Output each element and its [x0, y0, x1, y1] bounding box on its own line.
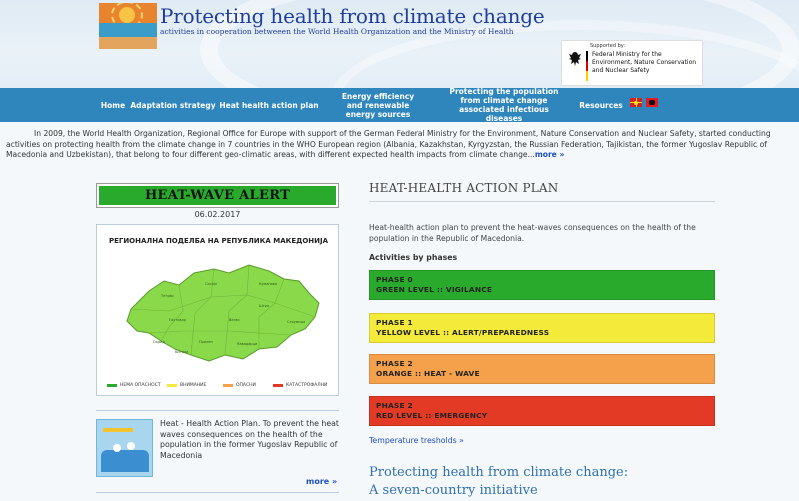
sponsor-name: Federal Ministry for the Environment, Nature Conservation and Nuclear Safety	[592, 51, 697, 74]
site-header	[0, 0, 799, 88]
legend-item: КАТАСТРОФАЛНИ	[273, 381, 327, 389]
sponsor-logo[interactable]	[561, 40, 703, 86]
albanian-flag-icon[interactable]	[646, 98, 658, 107]
svg-text:Битола: Битола	[175, 350, 189, 354]
phase-2-orange-button[interactable]: PHASE 2 ORANGE :: HEAT - WAVE	[369, 354, 715, 384]
initiative-title[interactable]: Protecting health from climate change: A seven-country initiative	[369, 465, 629, 498]
temperature-thresholds-link[interactable]: Temperature tresholds »	[369, 436, 464, 445]
nav-item-adaptation-strategy[interactable]: Adaptation strategy	[130, 100, 216, 110]
macedonian-flag-icon[interactable]	[630, 98, 642, 107]
svg-text:Струмица: Струмица	[287, 320, 306, 324]
svg-text:Тетово: Тетово	[161, 294, 174, 298]
heat-wave-alert-box[interactable]	[96, 183, 339, 208]
main-navigation	[0, 88, 799, 122]
legend-item: НЕМА ОПАСНОСТ	[107, 381, 161, 389]
divider	[96, 410, 339, 411]
divider	[96, 492, 339, 493]
site-subtitle: activities in cooperation betweeen the World Health Organization and the Ministry of Health	[160, 27, 514, 36]
svg-text:Куманово: Куманово	[259, 282, 277, 286]
action-plan-cover-image[interactable]	[96, 419, 153, 477]
macedonia-map	[109, 251, 331, 371]
action-plan-summary: Heat - Health Action Plan. To prevent the heat waves consequences on the health of the population in the former Yugoslav Republic of Macedonia	[160, 419, 339, 460]
site-title[interactable]: Protecting health from climate change	[160, 4, 545, 28]
svg-text:Охрид: Охрид	[153, 340, 165, 344]
intro-more-link[interactable]: more »	[534, 150, 565, 159]
svg-text:Прилеп: Прилеп	[199, 340, 213, 344]
svg-text:Кавадарци: Кавадарци	[237, 342, 258, 346]
svg-text:Скопје: Скопје	[205, 282, 218, 286]
alert-date: 06.02.2017	[194, 210, 241, 219]
regional-map[interactable]	[96, 224, 339, 396]
heat-wave-alert-title: HEAT-WAVE ALERT	[99, 186, 336, 205]
legend-item: ОПАСНИ	[223, 381, 256, 389]
nav-item-energy-efficiency[interactable]: Energy efficiency and renewable energy sources	[341, 91, 415, 119]
section-title: HEAT-HEALTH ACTION PLAN	[369, 181, 559, 195]
nav-item-resources[interactable]: Resources	[579, 100, 623, 110]
svg-text:Велес: Велес	[229, 318, 240, 322]
map-title: РЕГИОНАЛНА ПОДЕЛБА НА РЕПУБЛИКА МАКЕДОНИЈА	[108, 237, 329, 245]
intro-paragraph	[0, 129, 799, 169]
divider	[369, 201, 715, 202]
german-flag-icon	[586, 51, 588, 81]
sponsor-label: Supported by:	[590, 43, 626, 49]
phase-1-yellow-button[interactable]: PHASE 1 YELLOW LEVEL :: ALERT/PREPAREDNESS	[369, 313, 715, 343]
phase-3-red-button[interactable]: PHASE 2 RED LEVEL :: EMERGENCY	[369, 396, 715, 426]
svg-text:Гостивар: Гостивар	[169, 318, 186, 322]
nav-item-heat-health-action-plan[interactable]: Heat health action plan	[219, 100, 319, 110]
nav-item-infectious-diseases[interactable]: Protecting the population from climate change associated infectious diseases	[449, 87, 559, 123]
intro-text: In 2009, the World Health Organization, Regional Office for Europe with support of the German Federal Ministry for the Environment, Nature Conservation and Nuclear Safety, started conducting activities on protecting health from the climate change in 7 countries in the WHO European region (Albania, Kazakhstan, Kyrgyzstan, the Russian Federation, Tajikistan, the former Yugoslav Republic of Macedonia and Uzbekistan), that belong to four different geo-climatic areas, with different expected health impacts from climate change...	[6, 129, 771, 159]
section-description: Heat-health action plan to prevent the heat-waves consequences on the health of the population in the Republic of Macedonia.	[369, 223, 696, 243]
phase-0-green-button[interactable]: PHASE 0 GREEN LEVEL :: VIGILANCE	[369, 270, 715, 300]
svg-text:Штип: Штип	[259, 304, 270, 308]
action-plan-more-link[interactable]: more »	[306, 477, 338, 486]
legend-item: ВНИМАНИЕ	[167, 381, 206, 389]
eagle-icon	[568, 51, 582, 67]
site-logo[interactable]	[99, 3, 157, 49]
nav-item-home[interactable]: Home	[100, 100, 126, 110]
phases-label: Activities by phases	[369, 253, 458, 262]
